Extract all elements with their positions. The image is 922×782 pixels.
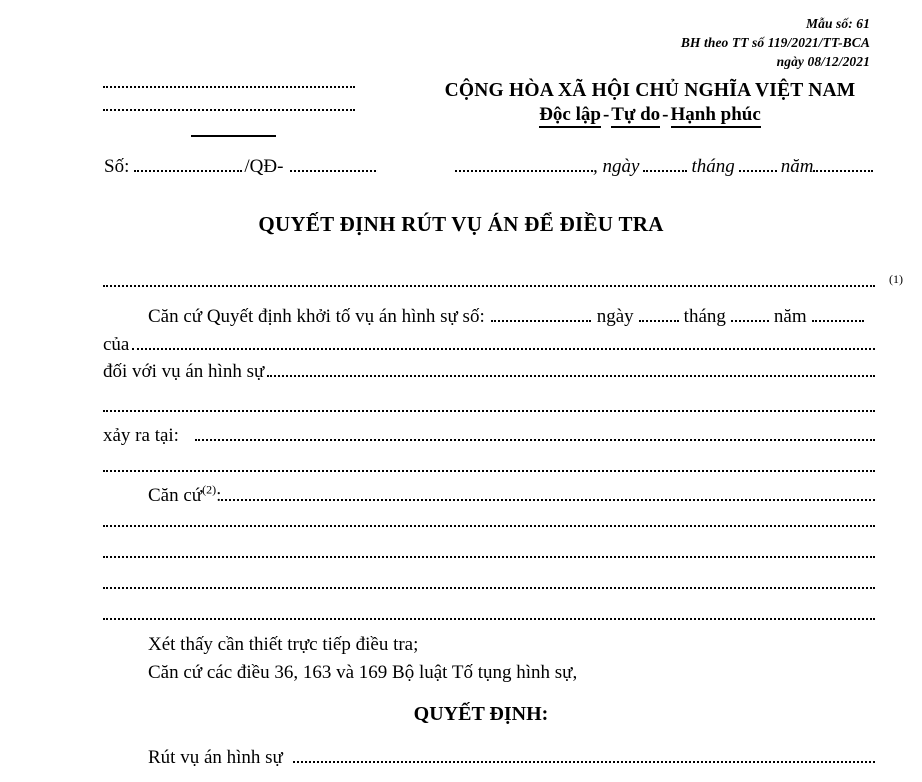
withdraw-case-input[interactable] [293, 748, 875, 763]
legal-basis-continuation-line-4[interactable] [103, 618, 875, 620]
dotted-rule [103, 285, 875, 287]
motto-happiness: Hạnh phúc [671, 104, 761, 128]
occurrence-place-label: xảy ra tại: [103, 425, 179, 446]
year-input[interactable] [813, 157, 873, 172]
legal-basis-continuation-line-3[interactable] [103, 587, 875, 589]
agency-underline-rule [191, 135, 276, 137]
motto-freedom: Tự do [611, 104, 660, 128]
month-input[interactable] [739, 157, 777, 172]
case-subject-continuation-line[interactable] [103, 410, 875, 412]
consideration-line-2: Căn cứ các điều 36, 163 và 169 Bộ luật Tố tụng hình sự, [148, 662, 578, 683]
dotted-rule [103, 410, 875, 412]
decide-heading [0, 703, 922, 726]
day-label: ngày [602, 156, 640, 177]
decision-number-label: Số: [104, 156, 130, 177]
footnote-mark-2: (2) [202, 482, 217, 497]
dotted-rule [103, 86, 355, 88]
motto-dash-2: - [662, 104, 669, 125]
dotted-rule [103, 587, 875, 589]
withdraw-case-label: Rút vụ án hình sự [148, 747, 283, 768]
footnote-mark-1: (1) [889, 272, 903, 286]
case-subject-line[interactable] [103, 360, 875, 384]
page-title: QUYẾT ĐỊNH RÚT VỤ ÁN ĐỂ ĐIỀU TRA [258, 212, 664, 236]
place-date-line[interactable] [455, 155, 873, 179]
basis-decision-line[interactable] [148, 305, 864, 329]
issuing-authority-line[interactable] [103, 272, 903, 287]
dotted-rule [103, 525, 875, 527]
issuer-of-line[interactable] [103, 333, 875, 357]
day-input[interactable] [643, 157, 687, 172]
issuer-of-label: của [103, 334, 130, 355]
basis-month-label: tháng [683, 306, 726, 327]
year-label: năm [780, 156, 814, 177]
decision-number-line[interactable] [104, 155, 376, 179]
national-motto [400, 103, 900, 127]
consideration-line-1: Xét thấy cần thiết trực tiếp điều tra; [148, 634, 419, 655]
occurrence-place-line[interactable] [103, 424, 875, 448]
place-input[interactable] [455, 157, 593, 172]
decision-agency-code-input[interactable] [290, 157, 376, 172]
withdraw-case-line[interactable] [148, 746, 875, 770]
case-subject-input[interactable] [267, 362, 875, 377]
legal-basis-line[interactable] [148, 484, 875, 508]
form-number: Mẫu số: 61 [805, 16, 870, 31]
dotted-rule [103, 109, 355, 111]
form-circular-reference: BH theo TT số 119/2021/TT-BCA [680, 35, 870, 50]
form-meta-block [570, 14, 870, 71]
agency-name-line-1[interactable] [103, 86, 355, 88]
basis-month-input[interactable] [731, 307, 769, 322]
decide-heading-text: QUYẾT ĐỊNH: [413, 703, 549, 725]
legal-basis-text: Căn cứ [148, 485, 203, 506]
legal-basis-colon: : [216, 485, 222, 506]
dotted-rule [103, 556, 875, 558]
basis-decision-label: Căn cứ Quyết định khởi tố vụ án hình sự số: [148, 306, 485, 327]
basis-year-label: năm [773, 306, 807, 327]
issuer-of-input[interactable] [132, 335, 875, 350]
decision-number-input[interactable] [134, 157, 242, 172]
basis-day-label: ngày [596, 306, 634, 327]
basis-day-input[interactable] [639, 307, 679, 322]
month-label: tháng [691, 156, 735, 177]
national-title: CỘNG HÒA XÃ HỘI CHỦ NGHĨA VIỆT NAM [444, 80, 856, 101]
occurrence-place-input[interactable] [195, 426, 875, 441]
dotted-rule [103, 618, 875, 620]
legal-basis-label [148, 484, 221, 508]
motto-independence: Độc lập [539, 104, 601, 128]
case-subject-label: đối với vụ án hình sự [103, 361, 265, 382]
agency-name-line-2[interactable] [103, 109, 355, 111]
legal-basis-continuation-line-2[interactable] [103, 556, 875, 558]
legal-basis-continuation-line-1[interactable] [103, 525, 875, 527]
dotted-rule [103, 470, 875, 472]
date-comma: , [593, 156, 598, 177]
basis-year-input[interactable] [812, 307, 864, 322]
occurrence-place-continuation-line[interactable] [103, 470, 875, 472]
basis-decision-number-input[interactable] [491, 307, 591, 322]
form-issue-date: ngày 08/12/2021 [776, 54, 870, 69]
motto-dash-1: - [602, 104, 610, 125]
decision-number-separator: /QĐ- [244, 156, 284, 177]
legal-basis-input[interactable] [221, 486, 875, 501]
